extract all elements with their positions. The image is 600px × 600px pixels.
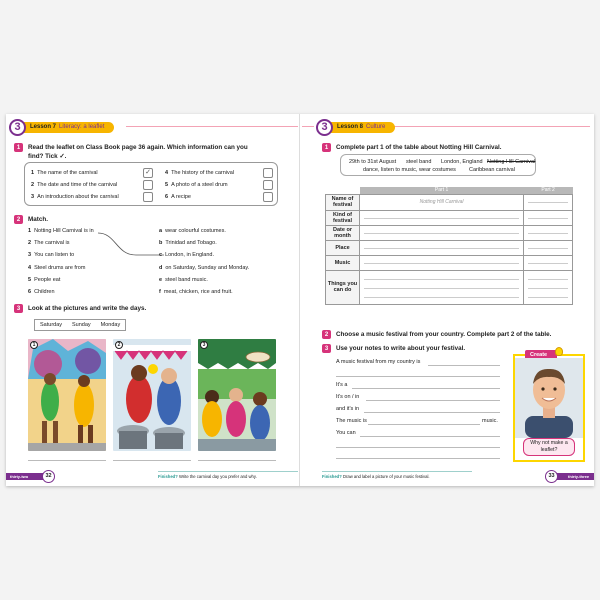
tick-checkbox[interactable]: ✓ — [143, 168, 153, 178]
table-corner — [326, 187, 360, 194]
table-cell[interactable] — [360, 255, 524, 270]
header-rule — [302, 126, 314, 127]
picture-number: 1 — [30, 341, 38, 349]
table-row-header: Kind of festival — [326, 210, 360, 225]
page-footer — [300, 470, 594, 483]
exercise-instruction: Read the leaflet on Class Book page 36 again. Which information can you find? Tick ✓. — [28, 144, 248, 160]
table-row-header: Name of festival — [326, 194, 360, 210]
word: dance, listen to music, wear costumes — [363, 167, 456, 173]
list-item: 6 A recipe — [165, 194, 191, 200]
lesson-label: Lesson 8 — [337, 124, 364, 130]
carnival-picture-steel-band — [113, 339, 191, 451]
writing-prompt: It's a — [336, 382, 348, 388]
exercise-instruction: Choose a music festival from your country. Complete part 2 of the table. — [336, 331, 552, 338]
exercise-number: 2 — [14, 215, 23, 224]
food-stall-illustration — [198, 339, 276, 451]
answer-line[interactable] — [113, 460, 191, 461]
carnival-picture-dancers — [28, 339, 106, 451]
right-page — [300, 114, 594, 486]
table-cell[interactable] — [360, 194, 524, 210]
finished-text: Draw and label a picture of your music festival. — [342, 474, 430, 479]
answer-line[interactable] — [428, 365, 500, 366]
answer-line[interactable] — [336, 376, 500, 377]
list-item: 5 A photo of a steel drum — [165, 182, 228, 188]
page-number-words: thirty-three — [554, 473, 594, 480]
day-word-box — [34, 319, 126, 331]
match-start: 4 Steel drums are from — [28, 265, 86, 271]
lesson-header — [316, 119, 395, 135]
tick-checkbox[interactable] — [143, 192, 153, 202]
writing-prompt: A music festival from my country is — [336, 359, 421, 365]
table-cell[interactable] — [524, 255, 573, 270]
festival-table — [325, 187, 573, 305]
tick-checkbox[interactable] — [263, 180, 273, 190]
answer-line[interactable] — [336, 447, 500, 448]
carnival-picture-food — [198, 339, 276, 451]
writing-prompt: and it's in — [336, 406, 360, 412]
match-start: 3 You can listen to — [28, 252, 75, 258]
page-number-words: thirty-two — [6, 473, 46, 480]
writing-prompt: The music is — [336, 418, 367, 424]
finished-task — [322, 471, 472, 482]
day-word: Monday — [100, 322, 121, 328]
match-end: f meat, chicken, rice and fruit. — [159, 289, 233, 295]
header-rule — [392, 126, 590, 127]
list-item: 3 An introduction about the carnival — [31, 194, 119, 200]
answer-line[interactable] — [368, 424, 480, 425]
left-page — [6, 114, 300, 486]
table-cell[interactable] — [524, 194, 573, 210]
tick-checkbox[interactable] — [143, 180, 153, 190]
exercise-instruction: Complete part 1 of the table about Notting Hill Carnival. — [336, 144, 502, 151]
match-start: 1 Notting Hill Carnival is in — [28, 228, 94, 234]
writing-prompt: You can — [336, 430, 356, 436]
lesson-header — [9, 119, 114, 135]
table-cell[interactable] — [360, 240, 524, 255]
exercise-number: 2 — [322, 330, 331, 339]
list-item: 1 The name of the carnival — [31, 170, 98, 176]
match-connector-line — [96, 231, 166, 257]
word: Caribbean carnival — [469, 167, 515, 173]
tick-checkbox[interactable] — [263, 192, 273, 202]
word: 29th to 31st August — [349, 159, 397, 165]
boy-photo — [515, 358, 583, 438]
dancers-illustration — [28, 339, 106, 451]
table-cell[interactable] — [360, 210, 524, 225]
answer-line[interactable] — [198, 460, 276, 461]
lightbulb-icon — [555, 347, 563, 356]
match-end: c London, in England. — [159, 252, 214, 258]
exercise-instruction: Use your notes to write about your festival. — [336, 345, 466, 352]
lesson-title-bar — [328, 122, 395, 133]
word: steel band — [406, 159, 432, 165]
table-header-part2: Part 2 — [524, 187, 573, 194]
page-footer — [6, 470, 300, 483]
example-answer: Notting Hill Carnival — [419, 198, 464, 205]
finished-text: Write the carnival day you prefer and why. — [178, 474, 257, 479]
workbook-spread — [6, 114, 594, 486]
table-header-part1: Part 1 — [360, 187, 524, 194]
match-start: 5 People eat — [28, 277, 61, 283]
table-cell[interactable] — [524, 270, 573, 304]
list-item: 4 The history of the carnival — [165, 170, 235, 176]
header-rule — [126, 126, 298, 127]
writing-prompt-end: music. — [482, 418, 498, 424]
table-row-header: Date or month — [326, 225, 360, 240]
table-cell[interactable] — [360, 225, 524, 240]
speech-bubble: Why not make a leaflet? — [523, 438, 575, 456]
lesson-topic: Literacy: a leaflet — [59, 124, 105, 130]
page-number: 32 — [42, 470, 55, 483]
answer-line[interactable] — [366, 400, 500, 401]
answer-line[interactable] — [28, 460, 106, 461]
word: London, England — [441, 159, 483, 165]
table-row-header: Place — [326, 240, 360, 255]
answer-line[interactable] — [360, 436, 500, 437]
table-row-header: Music — [326, 255, 360, 270]
word-box — [340, 154, 536, 176]
create-label: Create — [530, 352, 548, 358]
table-cell[interactable] — [360, 270, 524, 304]
exercise-number: 3 — [14, 304, 23, 313]
finished-task — [158, 471, 298, 482]
answer-line[interactable] — [364, 412, 500, 413]
finished-label: Finished? — [322, 474, 342, 479]
match-start: 6 Children — [28, 289, 55, 295]
exercise-number: 3 — [322, 344, 331, 353]
match-start: 2 The carnival is — [28, 240, 70, 246]
table-cell[interactable] — [524, 210, 573, 225]
day-word: Saturday — [40, 322, 63, 328]
create-card — [513, 354, 585, 462]
exercise-instruction: Match. — [28, 216, 48, 223]
match-end: d on Saturday, Sunday and Monday. — [159, 265, 250, 271]
table-cell[interactable] — [524, 240, 573, 255]
checklist-box — [24, 162, 278, 206]
word-used: Notting Hill Carnival — [487, 159, 536, 165]
steel-band-illustration — [113, 339, 191, 451]
lesson-topic: Culture — [366, 124, 386, 130]
table-row-header: Things you can do — [326, 270, 360, 304]
day-word: Sunday — [72, 322, 91, 328]
writing-prompt: It's on / in — [336, 394, 360, 400]
picture-number: 2 — [115, 341, 123, 349]
lesson-title-bar — [21, 122, 114, 133]
exercise-instruction: Look at the pictures and write the days. — [28, 305, 147, 312]
answer-line[interactable] — [336, 458, 500, 459]
answer-line[interactable] — [352, 388, 500, 389]
match-end: a wear colourful costumes. — [159, 228, 226, 234]
unit-number: 3 — [9, 119, 26, 136]
page-number: 33 — [545, 470, 558, 483]
tick-checkbox[interactable] — [263, 168, 273, 178]
finished-label: Finished? — [158, 474, 178, 479]
exercise-number: 1 — [14, 143, 23, 152]
table-cell[interactable] — [524, 225, 573, 240]
lesson-label: Lesson 7 — [30, 124, 57, 130]
list-item: 2 The date and time of the carnival — [31, 182, 118, 188]
unit-number: 3 — [316, 119, 333, 136]
match-end: b Trinidad and Tobago. — [159, 240, 217, 246]
picture-number: 3 — [200, 341, 208, 349]
exercise-number: 1 — [322, 143, 331, 152]
match-end: e steel band music. — [159, 277, 208, 283]
